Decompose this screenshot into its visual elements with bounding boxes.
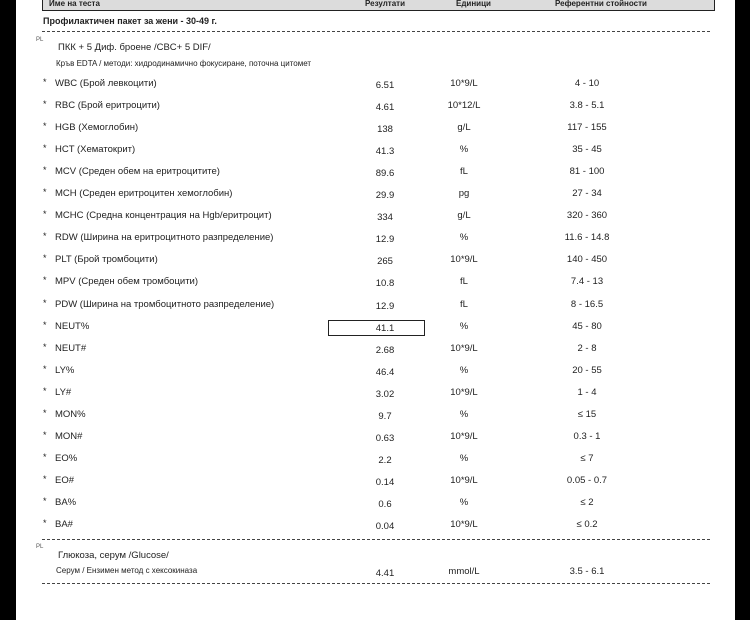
reference-range: ≤ 0.2 <box>576 519 598 530</box>
divider <box>42 31 710 32</box>
header-reference: Референтни стойности <box>555 0 647 8</box>
reference-range: 45 - 80 <box>572 321 602 332</box>
unit-value: fL <box>460 166 468 177</box>
section-title-glucose: Глюкоза, серум /Glucose/ <box>58 550 169 561</box>
reference-range: 140 - 450 <box>566 254 608 265</box>
test-name: HCT (Хематокрит) <box>55 144 136 155</box>
reference-range: 0.3 - 1 <box>573 431 601 442</box>
section-tag: PL <box>36 37 44 43</box>
section-title-cbc: ПКК + 5 Диф. броене /CBC+ 5 DIF/ <box>58 42 211 53</box>
unit-value: 10*12/L <box>447 100 481 111</box>
table-row <box>16 188 735 202</box>
test-name: MON% <box>55 409 86 420</box>
unit-value: pg <box>458 188 470 199</box>
unit-value: % <box>459 453 469 464</box>
reference-range: 4 - 10 <box>574 78 600 89</box>
unit-value: 10*9/L <box>450 431 478 442</box>
row-star-marker: * <box>43 386 47 396</box>
result-value: 12.9 <box>375 301 395 312</box>
reference-range: 3.8 - 5.1 <box>569 100 605 111</box>
unit-value: % <box>459 321 469 332</box>
reference-range: 117 - 155 <box>567 122 607 133</box>
unit-value: g/L <box>457 210 471 221</box>
table-row <box>16 453 735 467</box>
table-row <box>16 475 735 489</box>
reference-range: 81 - 100 <box>569 166 605 177</box>
row-star-marker: * <box>43 408 47 418</box>
row-star-marker: * <box>43 496 47 506</box>
unit-value: % <box>459 497 469 508</box>
test-name: MCH (Среден еритроцитен хемоглобин) <box>55 188 233 199</box>
row-star-marker: * <box>43 99 47 109</box>
reference-range: 35 - 45 <box>572 144 602 155</box>
result-value: 3.02 <box>375 389 395 400</box>
row-star-marker: * <box>43 121 47 131</box>
row-star-marker: * <box>43 209 47 219</box>
table-row <box>16 299 735 313</box>
test-name: PDW (Ширина на тромбоцитното разпределение) <box>55 299 275 310</box>
result-value: 89.6 <box>375 168 395 179</box>
table-row <box>16 519 735 533</box>
table-row <box>16 409 735 423</box>
result-value: 0.14 <box>375 477 395 488</box>
divider <box>42 539 710 540</box>
reference-range: 11.6 - 14.8 <box>564 232 610 243</box>
test-name: LY# <box>55 387 72 398</box>
reference-range: 2 - 8 <box>577 343 597 354</box>
result-value: 4.41 <box>375 568 395 579</box>
row-star-marker: * <box>43 474 47 484</box>
test-name: BA% <box>55 497 77 508</box>
table-row <box>16 166 735 180</box>
row-star-marker: * <box>43 364 47 374</box>
row-star-marker: * <box>43 143 47 153</box>
reference-range: ≤ 7 <box>580 453 594 464</box>
reference-range: 320 - 360 <box>566 210 608 221</box>
row-star-marker: * <box>43 165 47 175</box>
unit-value: fL <box>460 299 468 310</box>
unit-value: % <box>459 365 469 376</box>
unit-value: % <box>459 232 469 243</box>
unit-value: mmol/L <box>448 566 480 577</box>
test-name: HGB (Хемоглобин) <box>55 122 139 133</box>
row-star-marker: * <box>43 298 47 308</box>
reference-range: 7.4 - 13 <box>570 276 604 287</box>
table-row <box>16 276 735 290</box>
reference-range: 1 - 4 <box>577 387 597 398</box>
result-value: 10.8 <box>375 278 395 289</box>
result-value: 138 <box>377 124 393 135</box>
unit-value: 10*9/L <box>450 475 478 486</box>
table-header <box>42 0 715 11</box>
unit-value: 10*9/L <box>450 387 478 398</box>
table-row <box>16 497 735 511</box>
test-name: NEUT# <box>55 343 87 354</box>
result-value: 0.04 <box>375 521 395 532</box>
result-value: 41.3 <box>375 146 395 157</box>
row-star-marker: * <box>43 231 47 241</box>
result-value: 334 <box>377 212 393 223</box>
table-row <box>16 387 735 401</box>
table-row <box>16 365 735 379</box>
header-result: Резултати <box>365 0 405 8</box>
row-star-marker: * <box>43 320 47 330</box>
row-star-marker: * <box>43 77 47 87</box>
result-value: 2.2 <box>378 455 392 466</box>
unit-value: 10*9/L <box>450 254 478 265</box>
result-value: 46.4 <box>375 367 395 378</box>
test-name: EO# <box>55 475 75 486</box>
test-name: MCV (Среден обем на еритроцитите) <box>55 166 220 177</box>
reference-range: 27 - 34 <box>572 188 602 199</box>
table-row <box>16 431 735 445</box>
section-method-cbc: Кръв EDTA / методи: хидродинамично фокусиране, поточна цитомет <box>56 59 312 68</box>
table-row <box>16 144 735 158</box>
unit-value: 10*9/L <box>450 78 478 89</box>
reference-range: 3.5 - 6.1 <box>569 566 605 577</box>
package-title: Профилактичен пакет за жени - 30-49 г. <box>43 16 217 26</box>
unit-value: fL <box>460 276 468 287</box>
reference-range: 0.05 - 0.7 <box>566 475 608 486</box>
result-value: 29.9 <box>375 190 395 201</box>
unit-value: g/L <box>457 122 471 133</box>
reference-range: 8 - 16.5 <box>570 299 604 310</box>
test-name: MON# <box>55 431 83 442</box>
table-row <box>16 232 735 246</box>
reference-range: ≤ 2 <box>580 497 594 508</box>
table-row <box>16 122 735 136</box>
row-star-marker: * <box>43 253 47 263</box>
table-row <box>16 254 735 268</box>
row-star-marker: * <box>43 452 47 462</box>
row-star-marker: * <box>43 342 47 352</box>
report-page <box>16 0 735 620</box>
result-value: 265 <box>377 256 393 267</box>
unit-value: % <box>459 144 469 155</box>
unit-value: 10*9/L <box>450 519 478 530</box>
result-value: 0.63 <box>375 433 395 444</box>
test-name: WBC (Брой левкоцити) <box>55 78 157 89</box>
table-row <box>16 100 735 114</box>
test-name: EO% <box>55 453 78 464</box>
table-row <box>16 210 735 224</box>
test-name: RDW (Ширина на еритроцитното разпределение) <box>55 232 274 243</box>
test-name: LY% <box>55 365 75 376</box>
test-name: PLT (Брой тромбоцити) <box>55 254 158 265</box>
section-tag: PL <box>36 544 44 550</box>
row-star-marker: * <box>43 518 47 528</box>
reference-range: ≤ 15 <box>577 409 597 420</box>
section-method-glucose: Серум / Ензимен метод с хексокиназа <box>56 566 198 575</box>
test-name: RBC (Брой еритроцити) <box>55 100 160 111</box>
unit-value: % <box>459 409 469 420</box>
row-star-marker: * <box>43 430 47 440</box>
result-value: 4.61 <box>375 102 395 113</box>
table-row <box>16 566 735 580</box>
table-row <box>16 343 735 357</box>
result-value: 12.9 <box>375 234 395 245</box>
result-value: 41.1 <box>375 323 395 334</box>
result-value: 0.6 <box>378 499 392 510</box>
test-name: MPV (Среден обем тромбоцити) <box>55 276 199 287</box>
test-name: MCHC (Средна концентрация на Hgb/еритроцит) <box>55 210 272 221</box>
row-star-marker: * <box>43 275 47 285</box>
test-name: NEUT% <box>55 321 90 332</box>
header-test-name: Име на теста <box>49 0 100 8</box>
reference-range: 20 - 55 <box>572 365 602 376</box>
test-name: BA# <box>55 519 73 530</box>
table-row <box>16 78 735 92</box>
divider <box>42 583 710 584</box>
unit-value: 10*9/L <box>450 343 478 354</box>
result-value: 6.51 <box>375 80 395 91</box>
abnormal-result-box <box>328 320 425 336</box>
result-value: 9.7 <box>378 411 392 422</box>
row-star-marker: * <box>43 187 47 197</box>
result-value: 2.68 <box>375 345 395 356</box>
header-units: Единици <box>456 0 491 8</box>
